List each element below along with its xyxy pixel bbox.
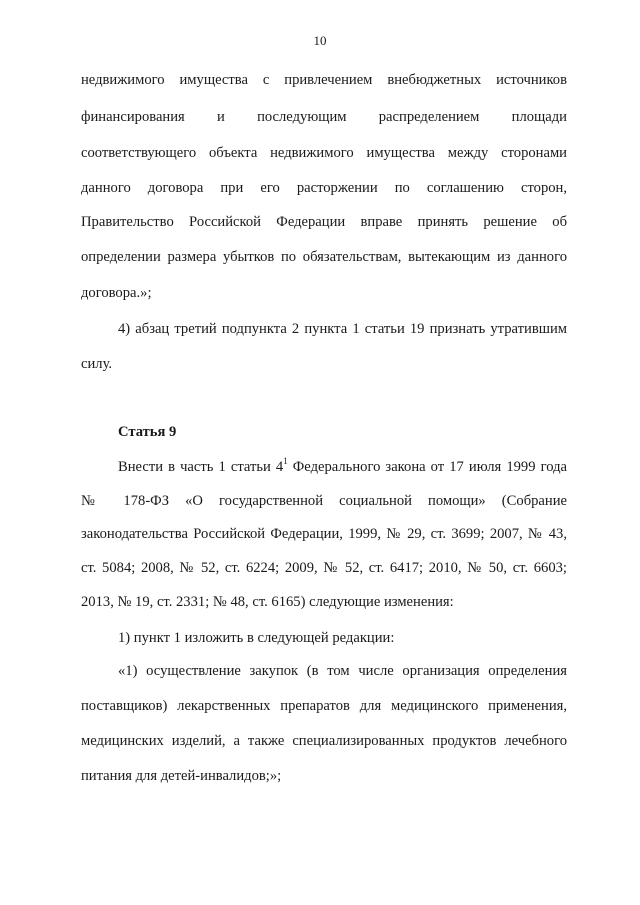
text-fragment: Федерального закона от 17 июля 1999 года	[287, 459, 567, 475]
text-line: соответствующего объекта недвижимого имущества между сторонами	[81, 145, 567, 161]
text-line: 2013, № 19, ст. 2331; № 48, ст. 6165) следующие изменения:	[81, 594, 454, 610]
text-line: финансирования и последующим распределением площади	[81, 109, 567, 125]
text-line	[118, 457, 567, 477]
text-line: определении размера убытков по обязательствам, вытекающим из данного	[81, 249, 567, 265]
text-line: ст. 5084; 2008, № 52, ст. 6224; 2009, № 52, ст. 6417; 2010, № 50, ст. 6603;	[81, 560, 567, 576]
text-line: силу.	[81, 356, 113, 372]
text-line: данного договора при его расторжении по соглашению сторон,	[81, 180, 567, 196]
text-line: законодательства Российской Федерации, 1999, № 29, ст. 3699; 2007, № 43,	[81, 526, 567, 542]
text-line: Правительство Российской Федерации вправе принять решение об	[81, 214, 567, 230]
text-line: медицинских изделий, а также специализированных продуктов лечебного	[81, 733, 567, 749]
text-line: поставщиков) лекарственных препаратов для медицинского применения,	[81, 698, 567, 714]
text-line: 1) пункт 1 изложить в следующей редакции:	[118, 630, 395, 646]
superscript: 1	[283, 456, 288, 466]
text-fragment: Внести в часть 1 статьи 4	[118, 459, 284, 475]
page-number: 10	[313, 33, 327, 48]
text-line: недвижимого имущества с привлечением внебюджетных источников	[81, 72, 567, 88]
text-line: договора.»;	[81, 285, 152, 301]
text-line: «1) осуществление закупок (в том числе организация определения	[118, 663, 567, 679]
text-line: 4) абзац третий подпункта 2 пункта 1 статьи 19 признать утратившим	[118, 321, 567, 337]
text-line: № 178-ФЗ «О государственной социальной помощи» (Собрание	[81, 493, 567, 509]
text-line: питания для детей-инвалидов;»;	[81, 768, 282, 784]
article-heading: Статья 9	[118, 424, 177, 440]
